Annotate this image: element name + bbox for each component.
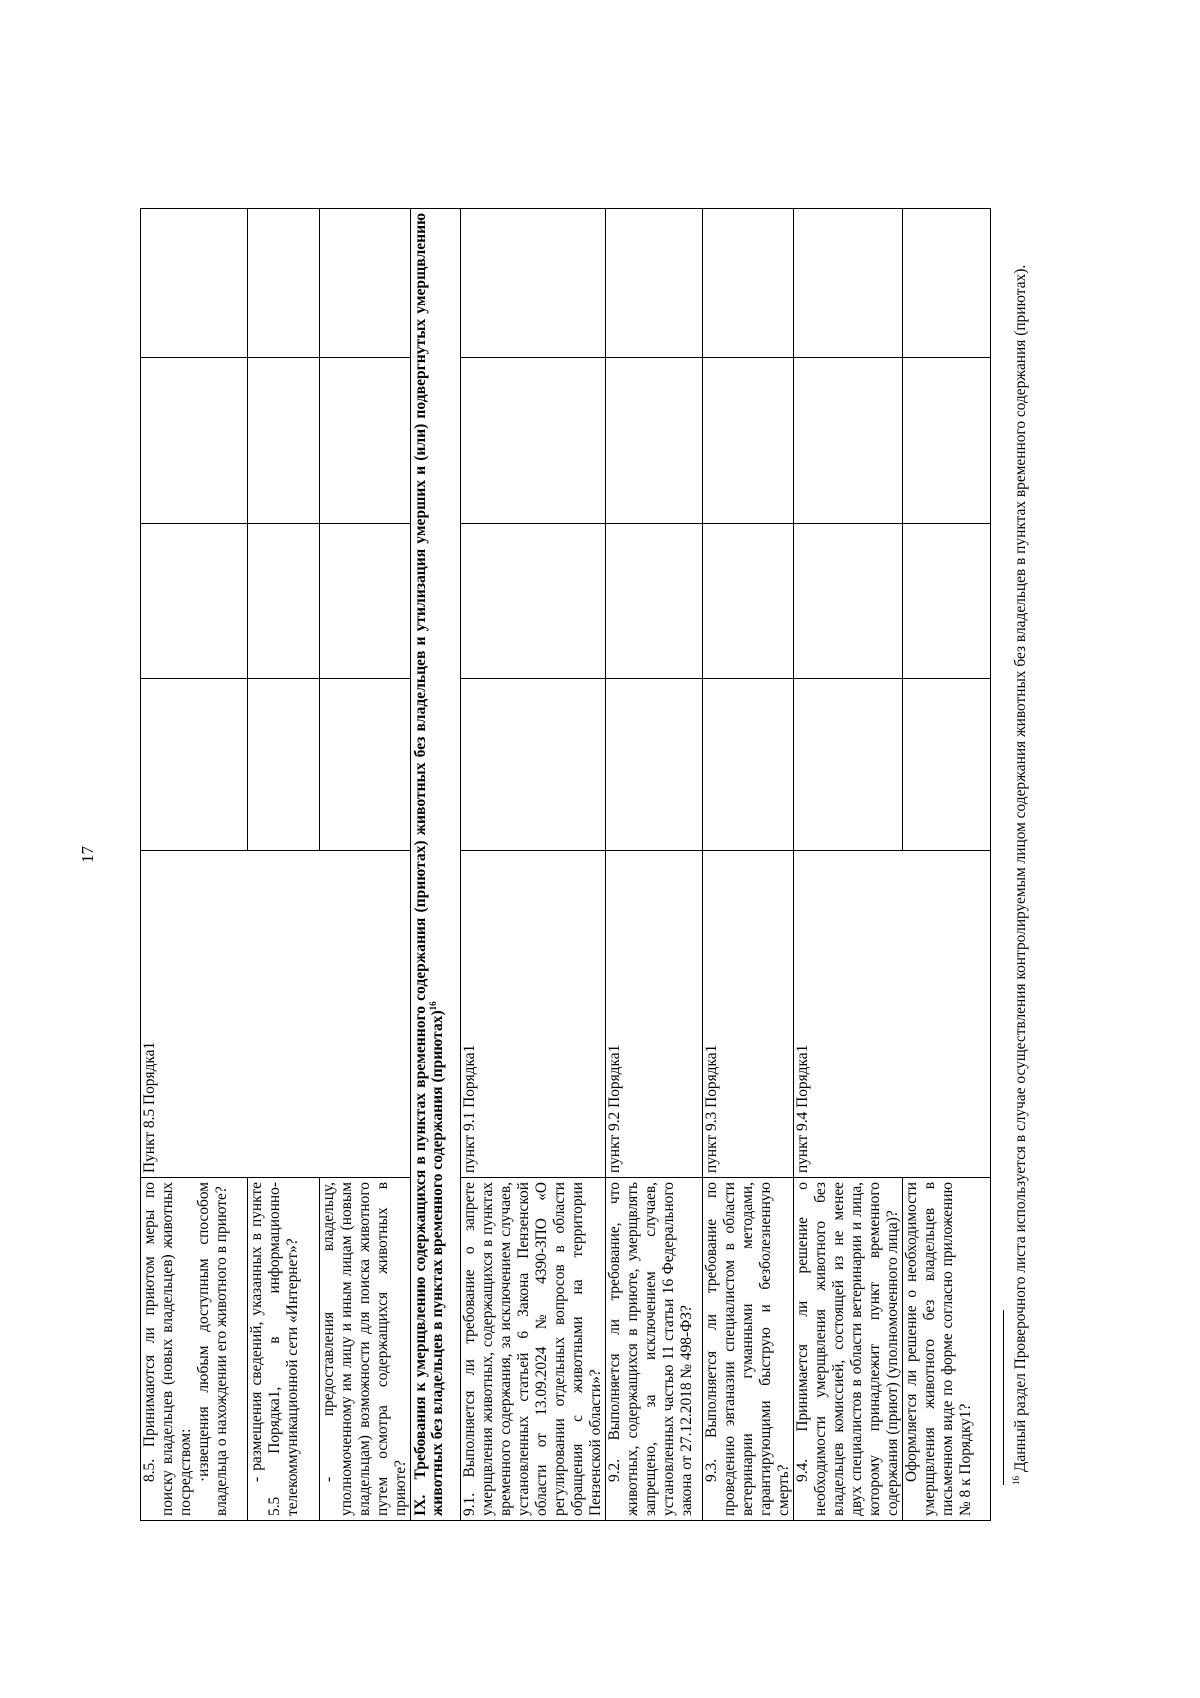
question-text: 8.5. Принимаются ли приютом меры по поиску владельцев (новых владельцев) животных посредством: [141,1182,194,1516]
answer-cell[interactable] [606,679,703,851]
answer-cell[interactable] [320,209,411,358]
answer-cell[interactable] [606,209,703,358]
answer-cell[interactable] [141,679,248,851]
table-row [794,209,903,1521]
question-text: 9.2. Выполняется ли требование, что животных, содержащихся в приюте, умерщвлять запрещено, за исключением случаев, установленных частью 11 статьи 16 Федерального закона от 27.12.2018 № 498-ФЗ? [606,1182,695,1516]
answer-cell[interactable] [248,524,320,679]
footnote-separator [1003,1310,1004,1485]
section-title: Требования к умерщвлению содержащихся в пунктах временного содержания (приютах) животных без владельцев и утилизация умерших и (или) подвергнутых умерщвлению животных без владельцев в пунктах временного содержания (приютах) [412,213,446,1516]
question-cell [606,1178,703,1521]
reference-cell: пункт 9.2 Порядка1 [606,851,703,1178]
table-row [606,209,703,1521]
answer-cell[interactable] [248,209,320,358]
answer-cell[interactable] [141,209,248,358]
question-cell [703,1178,794,1521]
answer-cell[interactable] [141,358,248,524]
page-number: 17 [78,846,97,863]
question-text: - размещения сведений, указанных в пункте 5.5 Порядка1, в информационно-телекоммуникационной сети «Интернет»? [248,1182,301,1516]
answer-cell[interactable] [903,524,991,679]
question-cell [903,1178,991,1521]
section-number: IX. [412,1494,429,1516]
answer-cell[interactable] [320,679,411,851]
question-text: Оформляется ли решение о необходимости умерщвления животного без владельцев в письменном виде по форме согласно приложению № 8 к Порядку1? [903,1182,974,1516]
question-text: - предоставления владельцу, уполномоченному им лицу и иным лицам (новым владельцам) возможности для поиска животного путем осмотра содержащихся животных в приюте? [320,1182,409,1516]
answer-cell[interactable] [903,358,991,524]
answer-cell[interactable] [606,358,703,524]
answer-cell[interactable] [320,358,411,524]
answer-cell[interactable] [703,524,794,679]
section-header-row [411,209,461,1521]
section-header [411,209,461,1521]
question-text: ·извещения любым доступным способом владельца о нахождении его животного в приюте? [195,1182,230,1516]
answer-cell[interactable] [461,358,606,524]
answer-cell[interactable] [703,679,794,851]
answer-cell[interactable] [248,358,320,524]
table-row [141,209,248,1521]
question-cell [320,1178,411,1521]
reference-cell: пункт 9.4 Порядка1 [794,851,991,1178]
answer-cell[interactable] [461,524,606,679]
answer-cell[interactable] [903,209,991,358]
question-cell [248,1178,320,1521]
answer-cell[interactable] [141,524,248,679]
question-cell [794,1178,903,1521]
answer-cell[interactable] [461,679,606,851]
footnote [1012,215,1030,1485]
answer-cell[interactable] [248,679,320,851]
answer-cell[interactable] [703,209,794,358]
footnote-text: Данный раздел Проверочного листа используется в случае осуществления контролируемым лицом содержания животных без владельцев в пунктах временного содержания (приютах). [1012,264,1029,1473]
answer-cell[interactable] [703,358,794,524]
answer-cell[interactable] [461,209,606,358]
reference-cell: пункт 9.3 Порядка1 [703,851,794,1178]
question-text: 9.3. Выполняется ли требование по проведению эвтаназии специалистом в области ветеринарии гуманными методами, гарантирующими быструю и безболезненную смерть? [703,1182,792,1516]
answer-cell[interactable] [794,679,903,851]
checklist-table [140,208,991,1521]
answer-cell[interactable] [606,524,703,679]
footnote-mark: 16 [1010,1476,1021,1485]
answer-cell[interactable] [320,524,411,679]
question-cell [141,1178,248,1521]
answer-cell[interactable] [794,209,903,358]
question-text: 9.4. Принимается ли решение о необходимости умерщвления животного без владельцев комиссией, состоящей из не менее двух специалистов в области ветеринарии и лица, которому принадлежит пункт временного содержания (приют) (уполномоченного лица)? [794,1182,901,1516]
answer-cell[interactable] [903,679,991,851]
question-text: 9.1. Выполняется ли требование о запрете умерщвления животных, содержащихся в пунктах временного содержания, за исключением случаев, установленных статьей 6 Закона Пензенской области от 13.09.2024 № 4390-ЗПО «О регулировании отдельных вопросов в области обращения с животными на территории Пензенской области»? [461,1182,604,1516]
answer-cell[interactable] [794,358,903,524]
footnote-ref: 16 [427,1001,438,1011]
reference-cell: Пункт 8.5 Порядка1 [141,851,411,1178]
answer-cell[interactable] [794,524,903,679]
reference-cell: пункт 9.1 Порядка1 [461,851,606,1178]
question-cell [461,1178,606,1521]
table-row [703,209,794,1521]
table-row [461,209,606,1521]
